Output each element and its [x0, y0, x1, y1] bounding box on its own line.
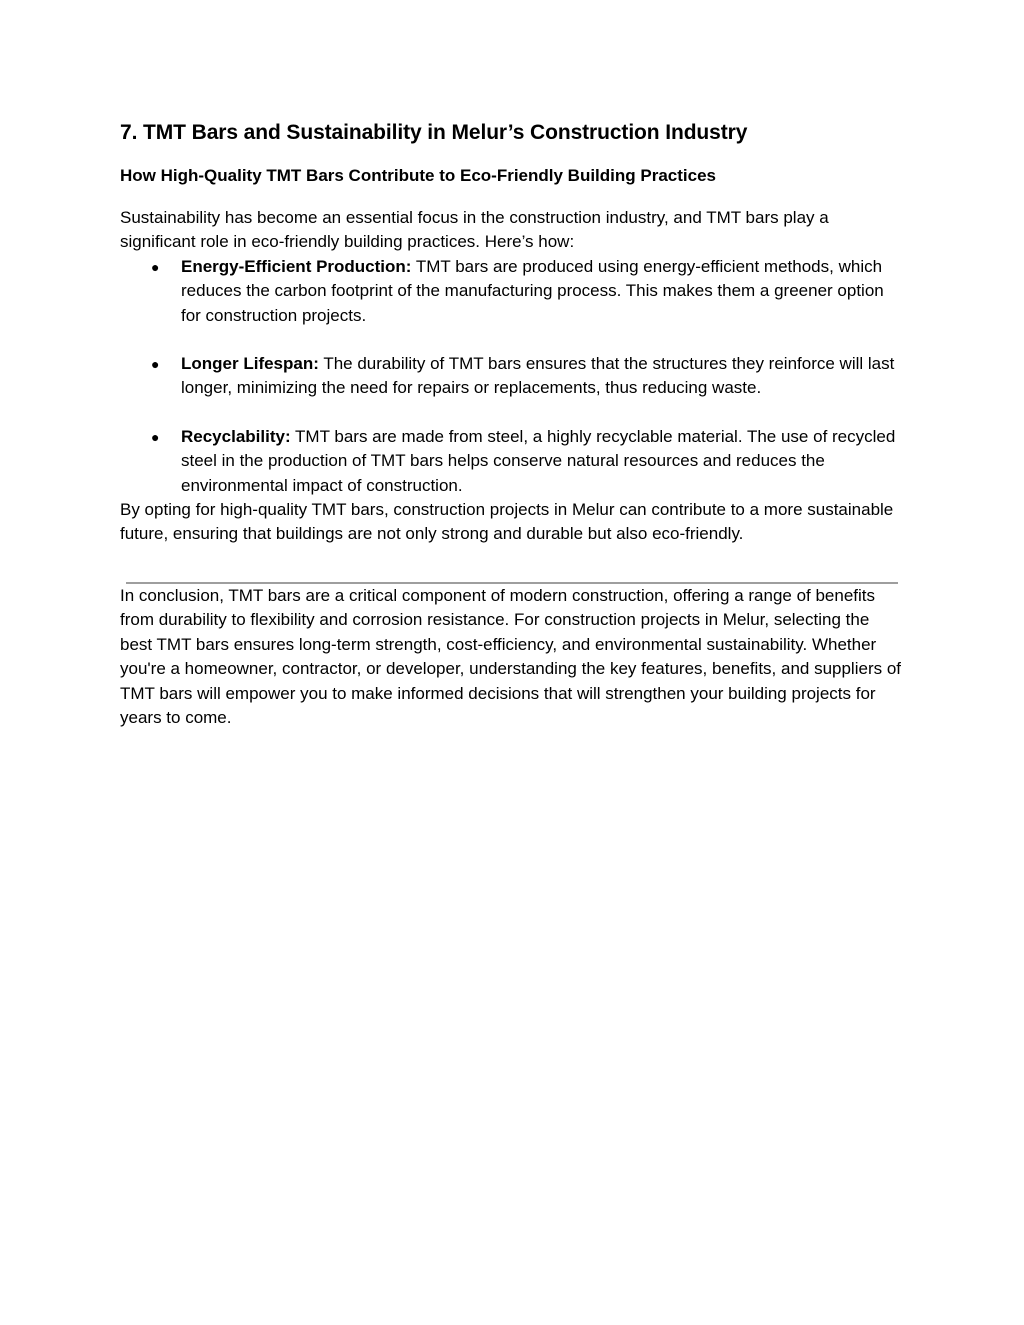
list-item [120, 425, 904, 498]
intro-paragraph: Sustainability has become an essential focus in the construction industry, and TMT bars play a significant role in eco-friendly building practices. Here’s how: [120, 208, 829, 252]
bullet-icon: ● [151, 428, 160, 445]
list-item [120, 352, 904, 401]
bullet-term: Energy-Efficient Production: [181, 256, 412, 276]
document-content [120, 117, 904, 730]
bullet-icon: ● [151, 258, 160, 275]
section-heading: 7. TMT Bars and Sustainability in Melur’s Construction Industry [120, 121, 748, 144]
list-item [120, 255, 904, 328]
bullet-text: TMT bars are produced using energy-efficient methods, which reduces the carbon footprint of the manufacturing process. This makes them a greener option for construction projects. [181, 256, 884, 325]
bullet-text: TMT bars are made from steel, a highly recyclable material. The use of recycled steel in the production of TMT bars helps conserve natural resources and reduces the environmental impact of construction. [181, 426, 896, 495]
bullet-term: Recyclability: [181, 426, 291, 446]
bullet-icon: ● [151, 356, 160, 373]
section-subheading: How High-Quality TMT Bars Contribute to Eco-Friendly Building Practices [120, 166, 716, 185]
benefits-list [120, 255, 904, 498]
conclusion-paragraph: In conclusion, TMT bars are a critical component of modern construction, offering a range of benefits from durability to flexibility and corrosion resistance. For construction projects in Melur, selecting the best TMT bars ensures long-term strength, cost-efficiency, and environmental sustainability. Whether you're a homeowner, contractor, or developer, understanding the key features, benefits, and suppliers of TMT bars will empower you to make informed decisions that will strengthen your building projects for years to come. [120, 585, 902, 727]
bullet-term: Longer Lifespan: [181, 354, 319, 374]
closing-paragraph: By opting for high-quality TMT bars, construction projects in Melur can contribute to a more sustainable future, ensuring that buildings are not only strong and durable but also eco-friendly. [120, 500, 894, 544]
bullet-text: The durability of TMT bars ensures that the structures they reinforce will last longer, minimizing the need for repairs or replacements, thus reducing waste. [181, 354, 895, 398]
